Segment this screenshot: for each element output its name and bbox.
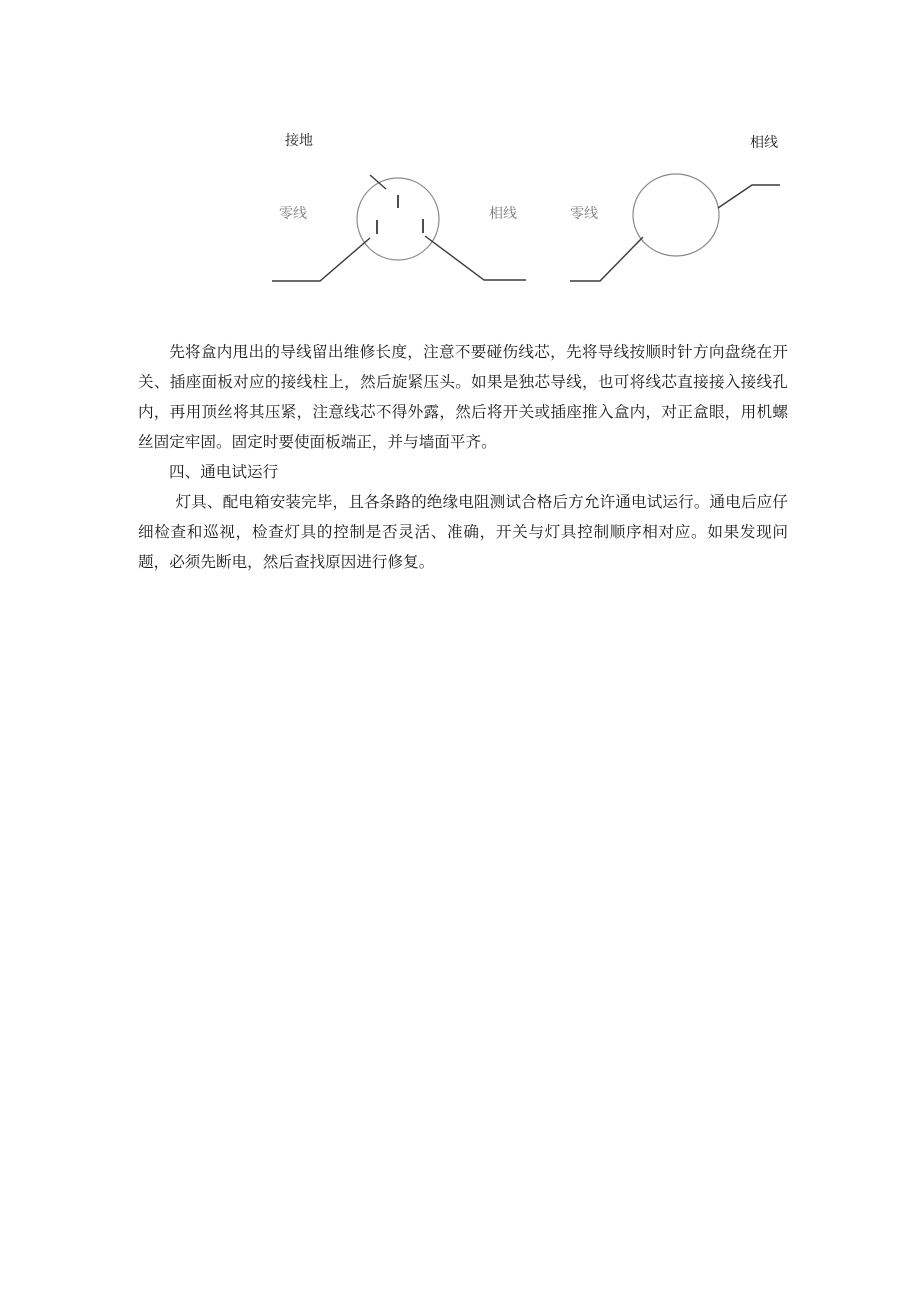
paragraph-power-test: 灯具、配电箱安装完毕，且各条路的绝缘电阻测试合格后方允许通电试运行。通电后应仔细检查和巡视，检查灯具的控制是否灵活、准确，开关与灯具控制顺序相对应。如果发现问题，必须先断电，然后查找原因进行修复。	[138, 493, 788, 571]
terminal-outline-circle	[633, 174, 719, 256]
socket-outline-circle	[357, 178, 439, 260]
socket-diagram-left	[272, 175, 526, 281]
neutral-wire	[272, 238, 370, 281]
phase-label-left: 相线	[489, 206, 517, 222]
phase-wire-right	[718, 185, 780, 208]
wiring-diagram	[0, 0, 920, 320]
neutral-label-left: 零线	[279, 206, 307, 222]
wiring-diagram-svg	[0, 0, 920, 320]
neutral-label-right: 零线	[570, 206, 598, 222]
section-heading-power-test: 四、通电试运行	[169, 463, 279, 481]
socket-diagram-right	[570, 174, 780, 281]
body-text	[138, 337, 788, 577]
paragraph-wiring-instructions: 先将盒内甩出的导线留出维修长度，注意不要碰伤线芯，先将导线按顺时针方向盘绕在开关、插座面板对应的接线柱上，然后旋紧压头。如果是独芯导线，也可将线芯直接接入接线孔内，再用顶丝将其压紧，注意线芯不得外露，然后将开关或插座推入盒内，对正盒眼，用机螺丝固定牢固。固定时要使面板端正，并与墙面平齐。	[138, 343, 788, 451]
ground-label: 接地	[285, 133, 313, 149]
neutral-wire-right	[570, 237, 643, 281]
phase-label-right: 相线	[750, 135, 778, 151]
phase-wire	[425, 236, 526, 280]
